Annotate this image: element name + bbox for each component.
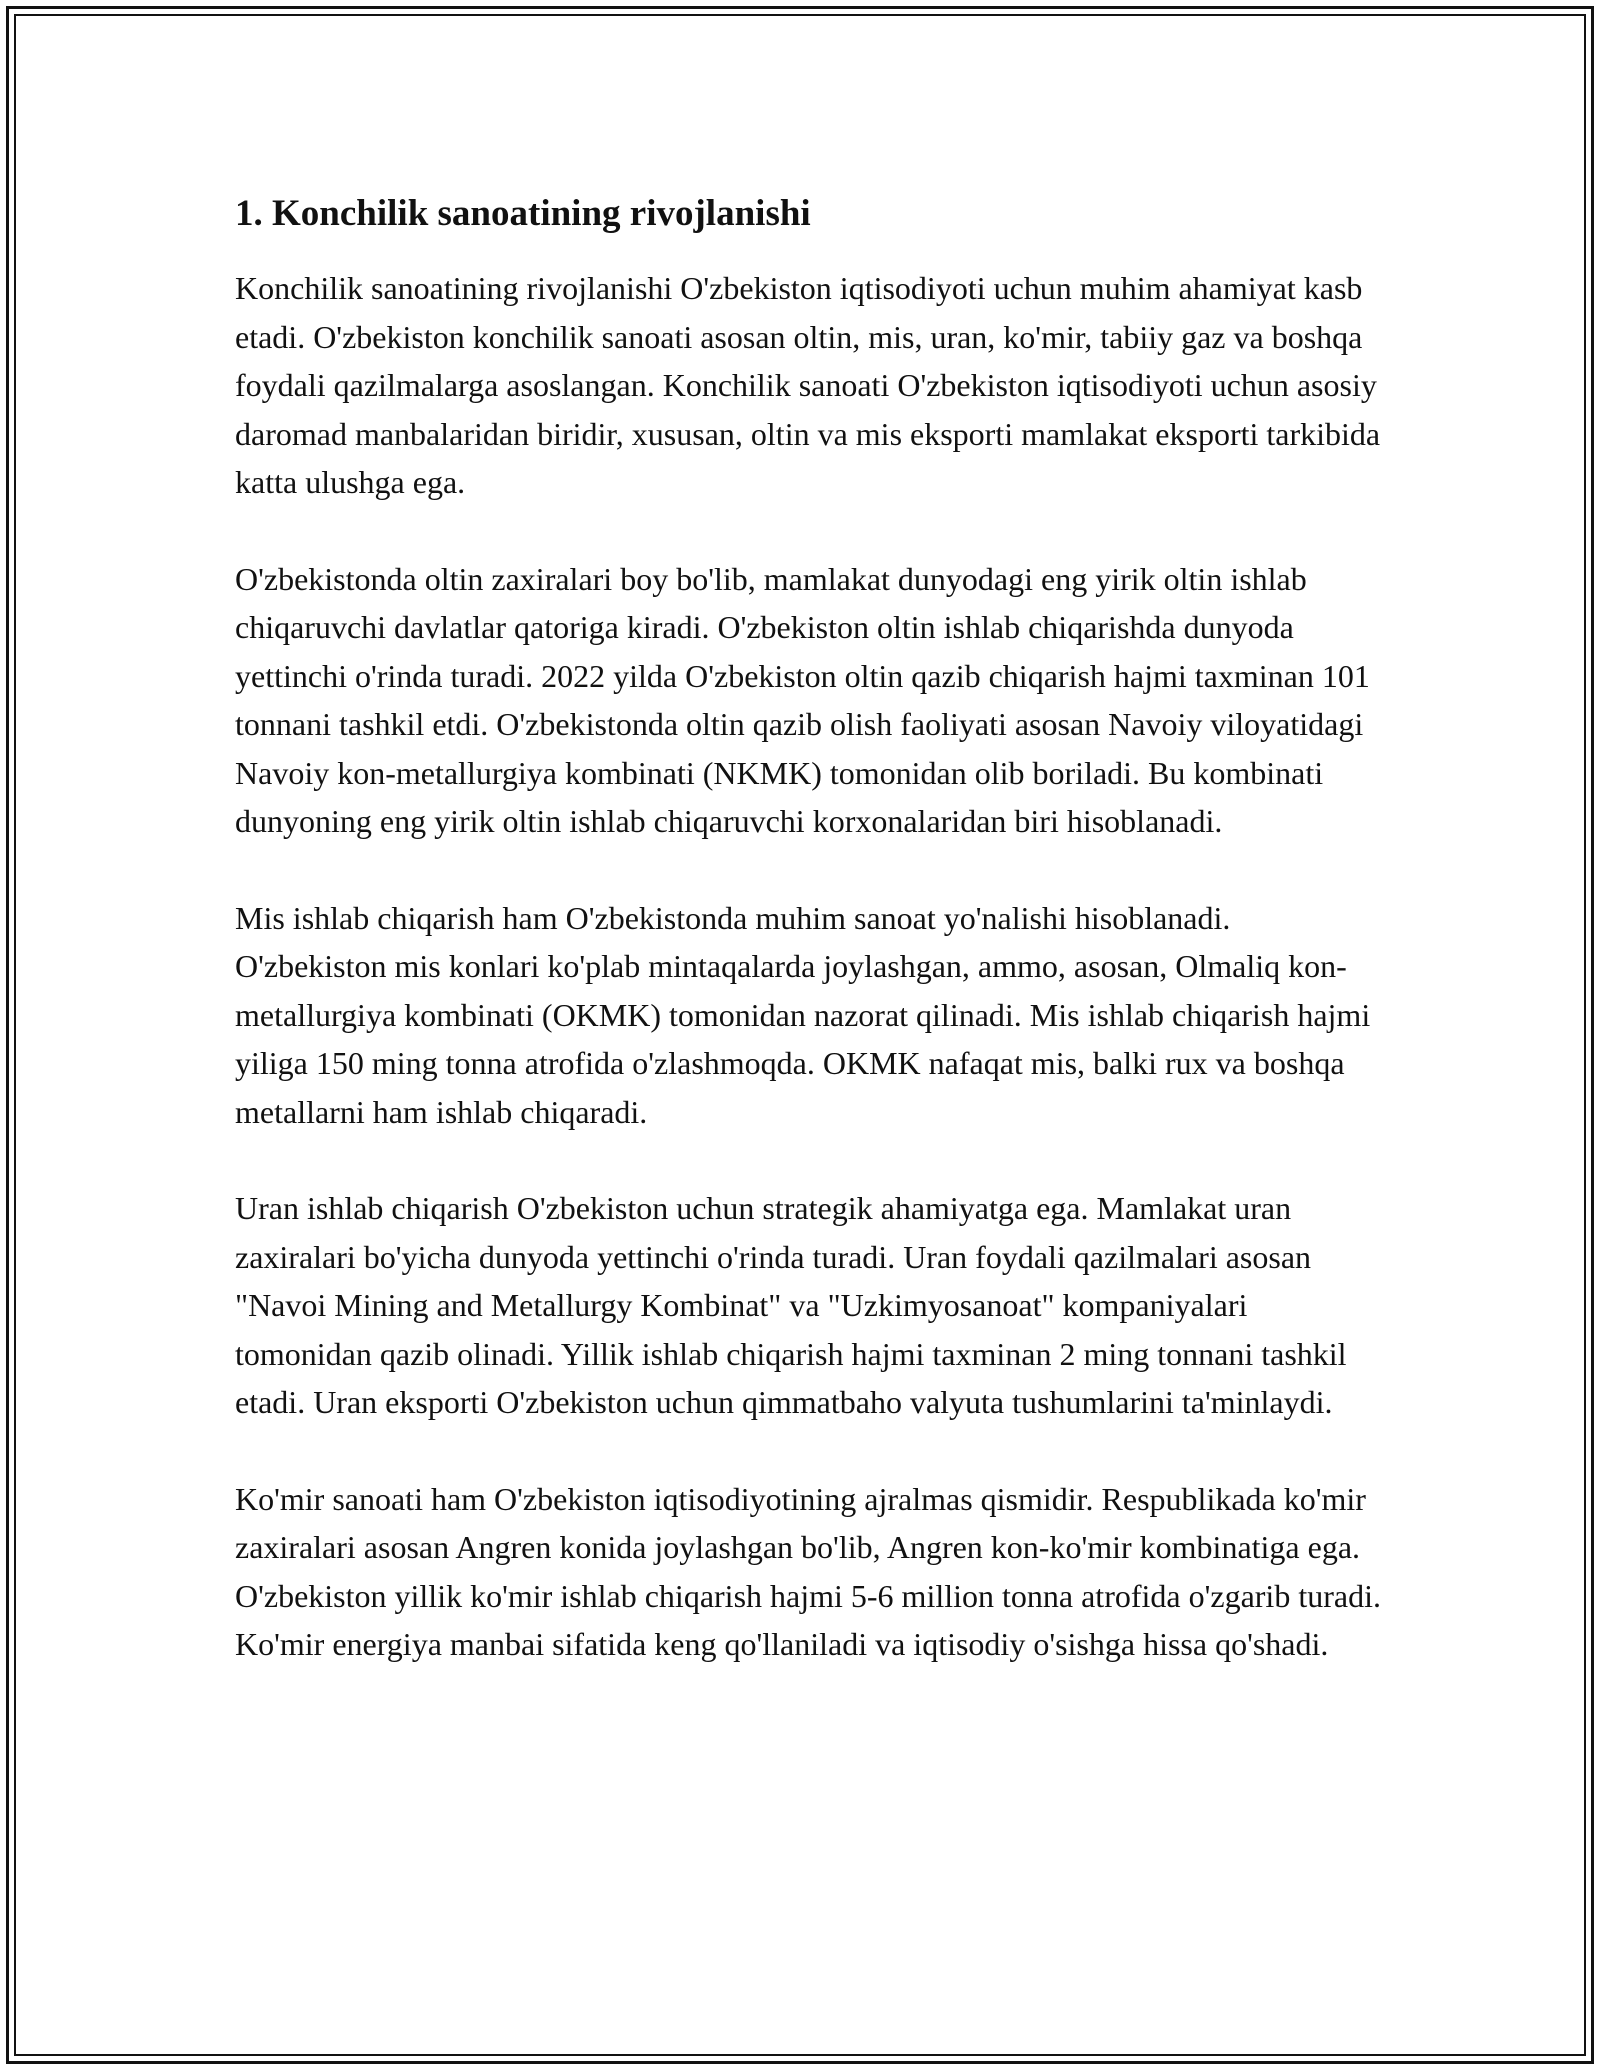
section-title: 1. Konchilik sanoatining rivojlanishi [235, 193, 811, 234]
paragraph-coal: Ko'mir sanoati ham O'zbekiston iqtisodiyotining ajralmas qismidir. Respublikada ko'mir zaxiralari asosan Angren konida joylashgan bo'lib, Angren kon-ko'mir kombinatiga ega. O'zbekiston yillik ko'mir ishlab chiqarish hajmi 5-6 million tonna atrofida o'zgarib turadi. Ko'mir energiya manbai sifatida keng qo'llaniladi va iqtisodiy o'sishga hissa qo'shadi. [235, 1480, 1381, 1662]
paragraph-uranium: Uran ishlab chiqarish O'zbekiston uchun strategik ahamiyatga ega. Mamlakat uran zaxiralari bo'yicha dunyoda yettinchi o'rinda turadi. Uran foydali qazilmalari asosan "Navoi Mining and Metallurgy Kombinat" va "Uzkimyosanoat" kompaniyalari tomonidan qazib olinadi. Yillik ishlab chiqarish hajmi taxminan 2 ming tonnani tashkil etadi. Uran eksporti O'zbekiston uchun qimmatbaho valyuta tushumlarini ta'minlaydi. [235, 1190, 1347, 1420]
document-body [235, 186, 1385, 1717]
paragraph-copper: Mis ishlab chiqarish ham O'zbekistonda muhim sanoat yo'nalishi hisoblanadi. O'zbekiston mis konlari ko'plab mintaqalarda joylashgan, ammo, asosan, Olmaliq kon-metallurgiya kombinati (OKMK) tomonidan nazorat qilinadi. Mis ishlab chiqarish hajmi yiliga 150 ming tonna atrofida o'zlashmoqda. OKMK nafaqat mis, balki rux va boshqa metallarni ham ishlab chiqaradi. [235, 899, 1371, 1130]
paragraph-intro: Konchilik sanoatining rivojlanishi O'zbekiston iqtisodiyoti uchun muhim ahamiyat kasb etadi. O'zbekiston konchilik sanoati asosan oltin, mis, uran, ko'mir, tabiiy gaz va boshqa foydali qazilmalarga asoslangan. Konchilik sanoati O'zbekiston iqtisodiyoti uchun asosiy daromad manbalaridan biridir, xususan, oltin va mis eksporti mamlakat eksporti tarkibida katta ulushga ega. [235, 270, 1381, 500]
paragraph-gold: O'zbekistonda oltin zaxiralari boy bo'lib, mamlakat dunyodagi eng yirik oltin ishlab chiqaruvchi davlatlar qatoriga kiradi. O'zbekiston oltin ishlab chiqarishda dunyoda yettinchi o'rinda turadi. 2022 yilda O'zbekiston oltin qazib chiqarish hajmi taxminan 101 tonnani tashkil etdi. O'zbekistonda oltin qazib olish faoliyati asosan Navoiy viloyatidagi Navoiy kon-metallurgiya kombinati (NKMK) tomonidan olib boriladi. Bu kombinati dunyoning eng yirik oltin ishlab chiqaruvchi korxonalaridan biri hisoblanadi. [235, 560, 1370, 839]
